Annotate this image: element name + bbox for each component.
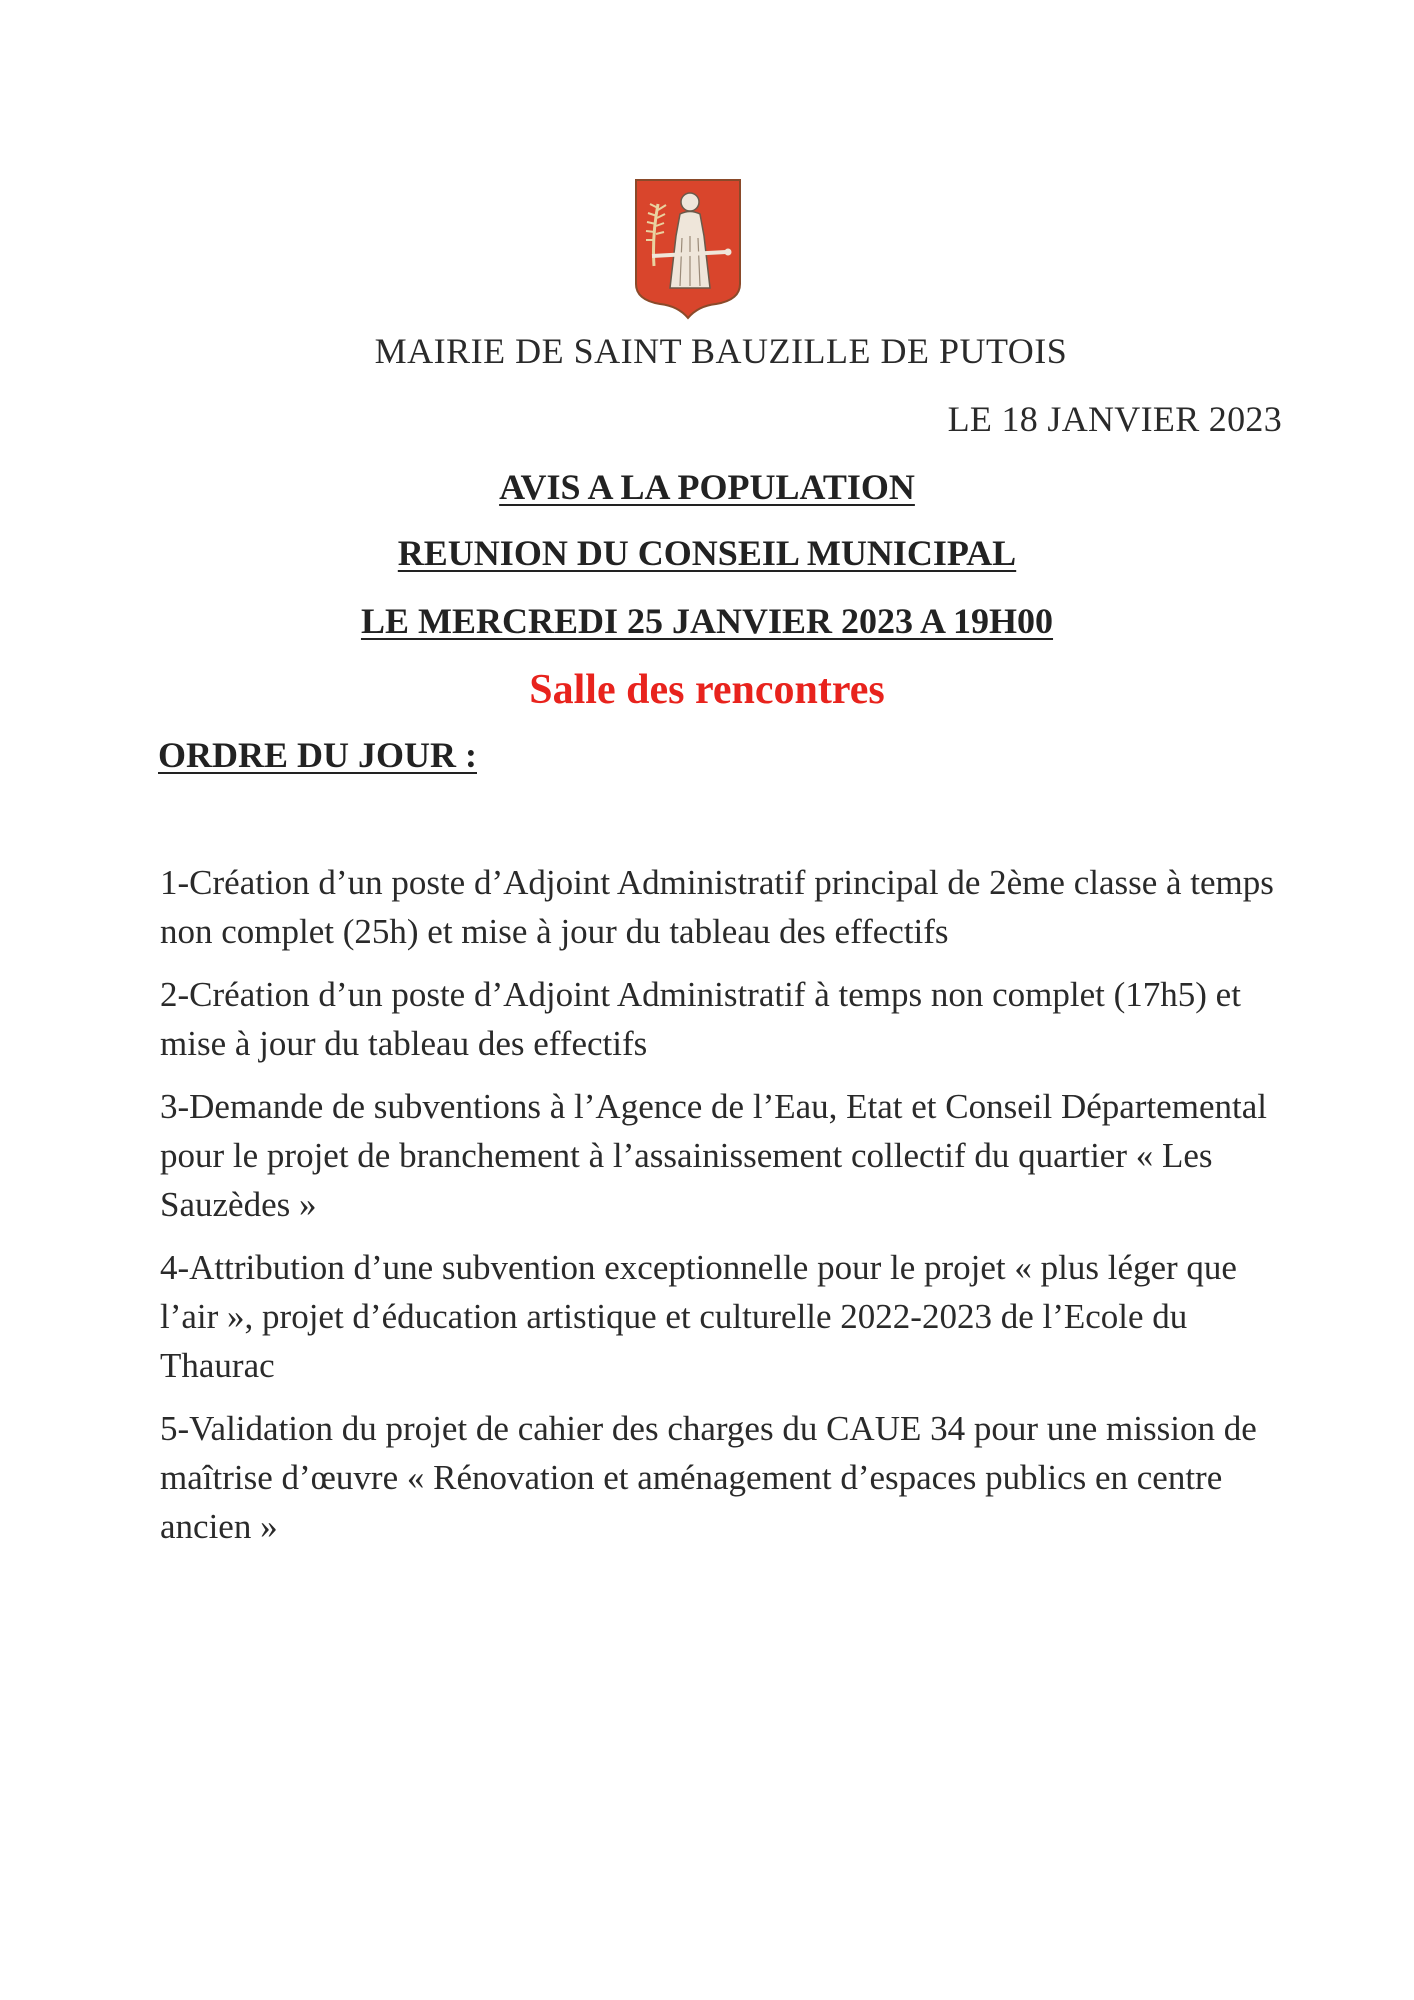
coat-of-arms-icon [630, 176, 746, 320]
mairie-title: MAIRIE DE SAINT BAUZILLE DE PUTOIS [374, 331, 1068, 371]
agenda-item: 2-Création d’un poste d’Adjoint Administratif à temps non complet (17h5) et mise à jour du tableau des effectifs [160, 975, 1241, 1063]
meeting-datetime: LE MERCREDI 25 JANVIER 2023 A 19H00 [360, 601, 1054, 641]
agenda-item: 3-Demande de subventions à l’Agence de l’Eau, Etat et Conseil Départemental pour le projet de branchement à l’assainissement collectif du quartier « Les Sauzèdes » [160, 1087, 1267, 1224]
meeting-location: Salle des rencontres [529, 667, 885, 713]
meeting-title: REUNION DU CONSEIL MUNICIPAL [397, 533, 1017, 573]
notice-title: AVIS A LA POPULATION [499, 467, 915, 507]
agenda-heading: ORDRE DU JOUR : [158, 735, 477, 775]
agenda-item: 4-Attribution d’une subvention exceptionnelle pour le projet « plus léger que l’air », projet d’éducation artistique et culturelle 2022-2023 de l’Ecole du Thaurac [160, 1248, 1237, 1385]
letter-date: LE 18 JANVIER 2023 [947, 399, 1282, 439]
agenda-list [160, 858, 1280, 1565]
agenda-item: 1-Création d’un poste d’Adjoint Administratif principal de 2ème classe à temps non complet (25h) et mise à jour du tableau des effectifs [160, 863, 1274, 951]
agenda-item: 5-Validation du projet de cahier des charges du CAUE 34 pour une mission de maîtrise d’œuvre « Rénovation et aménagement d’espaces publics en centre ancien » [160, 1409, 1257, 1546]
